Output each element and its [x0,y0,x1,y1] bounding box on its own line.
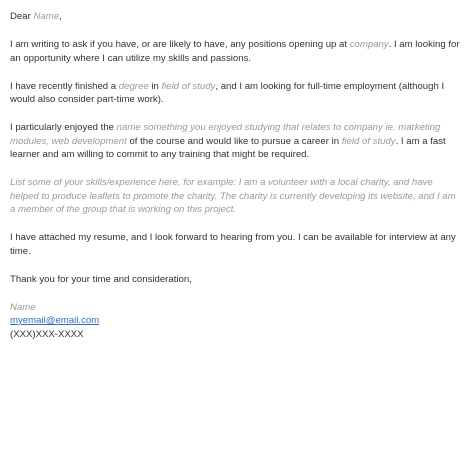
signature-block [10,301,462,342]
paragraph-interests-text-mid: of the course and would like to pursue a career in [126,135,342,147]
closing-line: Thank you for your time and consideration, [10,273,192,285]
paragraph-attachment: I have attached my resume, and I look forward to hearing from you. I can be available for interview at any time. [10,232,456,257]
paragraph-education [10,80,462,107]
subject-placeholder: name something you enjoyed studying that relates to company ie. marketing modules, web development [10,122,441,147]
salutation-greeting: Dear [10,11,34,22]
career-field-placeholder: field of study [341,135,396,147]
paragraph-skills-placeholder: List some of your skills/experience here, for example: I am a volunteer with a local charity, and have helped to produce leaflets to promote the charity. The charity is currently developing its website, and I am a member of the group that is working on this project. [10,177,456,215]
paragraph-interests-text-end: . I am a fast learner and am willing to commit to any training that might be required. [10,135,446,160]
paragraph-education-text-end: , and I am looking for full-time employment (although I would also consider part-time work). [10,80,445,105]
recipient-name-placeholder: Name [33,11,60,22]
signature-name-placeholder: Name [10,301,36,313]
paragraph-intro-text: I am writing to ask if you have, or are likely to have, any positions opening up at [10,39,350,50]
paragraph-education-text-in: in [148,80,162,92]
paragraph-interests-text: I particularly enjoyed the [10,122,117,133]
salutation-punct: , [59,11,62,22]
paragraph-intro-text-end: . I am looking for an opportunity where I can utilize my skills and passions. [10,39,460,64]
paragraph-intro [10,38,462,65]
field-of-study-placeholder: field of study [161,80,216,92]
company-placeholder: company [349,39,389,50]
email-link[interactable]: myemail@email.com [10,315,100,326]
phone-number: (XXX)XXX-XXXX [10,328,84,340]
degree-placeholder: degree [118,80,149,92]
cover-letter [10,10,462,341]
paragraph-interests [10,121,462,162]
paragraph-education-text: I have recently finished a [10,80,119,92]
salutation [10,10,462,24]
